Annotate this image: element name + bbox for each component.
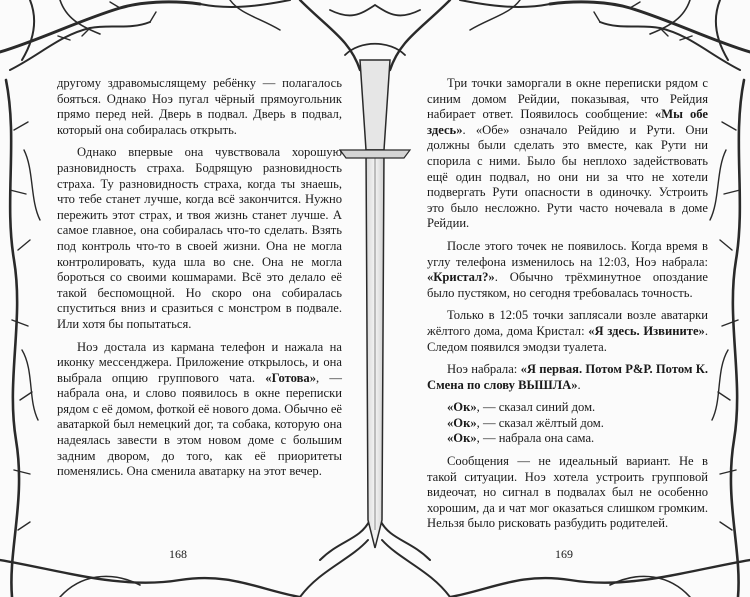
chat-message-bold: «Я первая. Потом Р&Р. Потом К. Смена по слову ВЫШЛА» bbox=[427, 362, 709, 392]
right-paragraph-8 bbox=[427, 454, 708, 532]
text-run: Только в 12:05 точки заплясали возле аватарки жёлтого дома, дома Кристал: bbox=[427, 308, 708, 338]
text-run: . Следом появился эмодзи туалета. bbox=[427, 323, 708, 354]
chat-message-bold: «Кристал?» bbox=[427, 270, 495, 285]
right-paragraph-6 bbox=[427, 416, 708, 432]
right-paragraph-4 bbox=[427, 362, 708, 393]
chat-message-bold: «Ок» bbox=[447, 415, 477, 430]
chat-message-bold: «Мы обе здесь» bbox=[427, 107, 709, 137]
text-run: . Обычно трёхминутное опоздание было пустяком, но сегодня требовалась точность. bbox=[427, 270, 708, 300]
chat-message-bold: «Готова» bbox=[265, 370, 317, 385]
chat-message-bold: «Я здесь. Извините» bbox=[588, 323, 705, 338]
text-run: После этого точек не появилось. Когда время в углу телефона изменилось на 12:03, Ноэ набрала: bbox=[427, 238, 708, 269]
right-page-number: 169 bbox=[555, 547, 573, 561]
text-run: Ноэ достала из кармана телефон и нажала на иконку мессенджера. Приложение открылось, и она выбрала опцию группового чата. bbox=[57, 339, 342, 385]
text-run: , — сказал жёлтый дом. bbox=[476, 415, 604, 430]
chat-message-bold: «Ок» bbox=[447, 400, 477, 415]
text-run: . bbox=[577, 377, 581, 392]
right-page-body bbox=[427, 76, 708, 532]
text-run: , — сказал синий дом. bbox=[476, 400, 596, 415]
right-paragraph-7 bbox=[427, 431, 708, 447]
right-paragraph-2 bbox=[427, 239, 708, 301]
text-run: Ноэ набрала: bbox=[447, 362, 521, 377]
text-run: Однако впервые она чувствовала хорошую разновидность страха. Бодрящую разновидность страха. Ту разновидность страха, когда ты знаешь, что тебе станет лучше, когда всё закончится. Нужно пережить этот страх, и твоя жизнь станет лучше. А самое главное, она собиралась что-то сделать. Взять под контроль что-то в своей жизни. Она не могла контролировать, куда шла во сне. Она не могла бороться со своими кошмарами. Всё это делало её такой беспомощной. Но скоро она собиралась спуститься вниз и сразиться с монстром в подвале. Или хотя бы попытаться. bbox=[57, 145, 342, 331]
right-paragraph-5 bbox=[427, 400, 708, 416]
right-paragraph-1 bbox=[427, 76, 708, 232]
left-page-number: 168 bbox=[169, 547, 187, 561]
text-run: другому здравомыслящему ребёнку — полагалось бояться. Однако Ноэ пугал чёрный прямоугольник прямо перед ней. Дверь в подвал. Дверь в подвал, который она собиралась открыть. bbox=[57, 76, 342, 137]
right-paragraph-3 bbox=[427, 308, 708, 355]
text-run: , — набрала она, и слово появилось в окне переписки рядом с её домом, фоткой её нового дома. Обычно её аватаркой был немецкий дог, та собака, которую она надеялась завести в этом новом доме с большим задним двором, до того, как её приоритеты поменялись. Она сменила аватарку на этот вечер. bbox=[57, 370, 343, 479]
text-run: Сообщения — не идеальный вариант. Не в такой ситуации. Ноэ хотела устроить групповой видеочат, но сигнал в подвалах был не особенно хорошим, да и чат мог оказаться слишком громким. Нельзя было рисковать разбудить родителей. bbox=[427, 454, 708, 531]
text-run: , — набрала она сама. bbox=[476, 431, 595, 446]
left-paragraph-2 bbox=[57, 145, 342, 332]
text-run: Три точки заморгали в окне переписки рядом с синим домом Рейдии, показывая, что Рейдия набирает ответ. Появилось сообщение: bbox=[427, 76, 708, 122]
sword-ornament bbox=[340, 60, 410, 548]
left-paragraph-3 bbox=[57, 340, 342, 480]
text-run: . «Обе» означало Рейдию и Рути. Они должны были сделать это вместе, как Рути ни спорила с ними. Было бы неплохо задействовать ещё один подвал, но они ни за что не хотели подвергать Рути опасности в одиночку. Устроить это было несложно. Рути часто ночевала в доме Рейдии. bbox=[427, 122, 708, 231]
chat-message-bold: «Ок» bbox=[447, 431, 477, 446]
left-paragraph-1 bbox=[57, 76, 342, 138]
left-page-body bbox=[57, 76, 342, 480]
